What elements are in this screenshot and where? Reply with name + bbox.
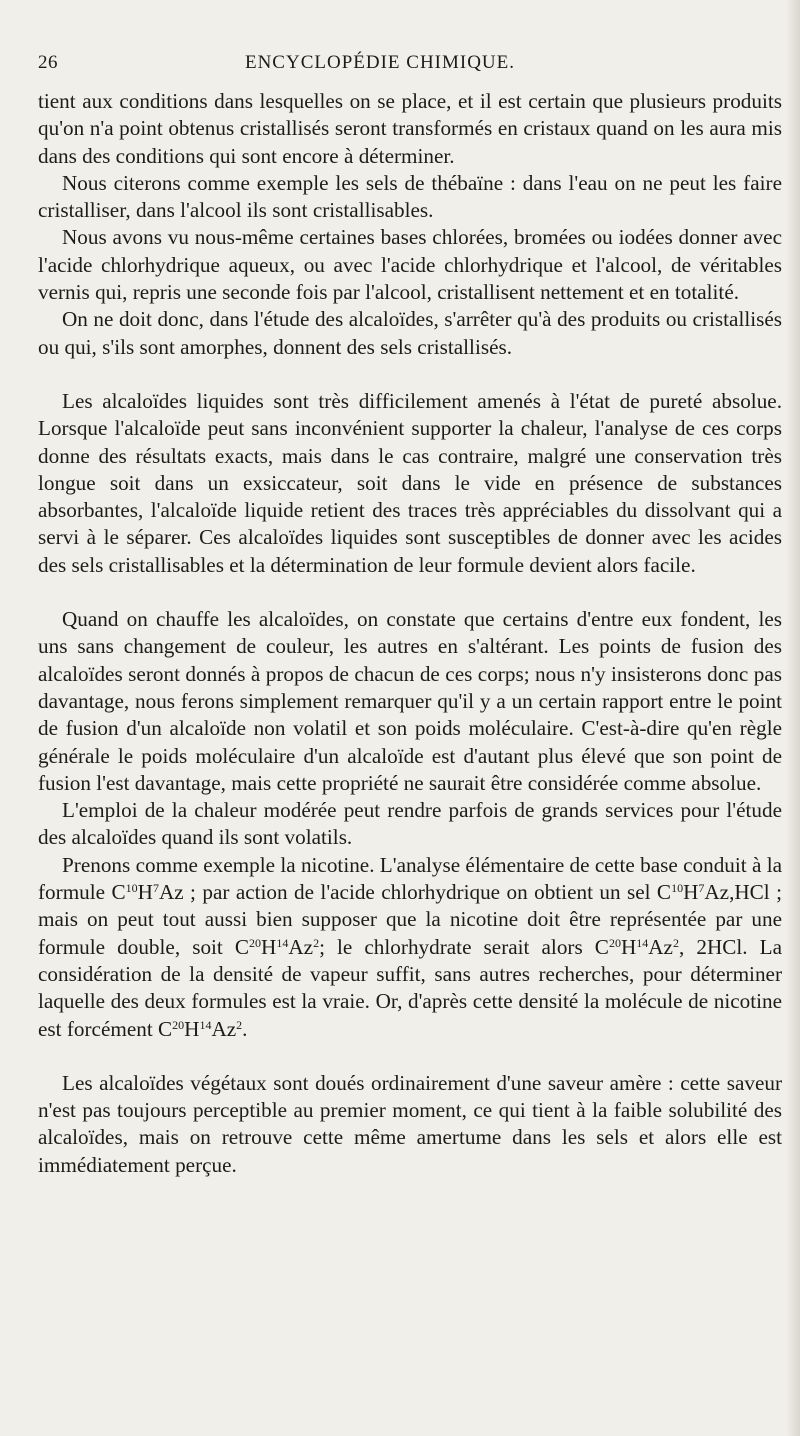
formula-subscript: 20: [249, 935, 262, 950]
paragraph-6: Quand on chauffe les alcaloïdes, on constate que certains d'entre eux fondent, les uns sans changement de couleur, les autres en s'altérant. Les points de fusion des alcaloïdes seront donnés à propos de chacun de ces corps; nous n'y insisterons donc pas davantage, nous ferons simplement remarquer qu'il y a un certain rapport entre le point de fusion d'un alcaloïde non volatil et son poids moléculaire. C'est-à-dire qu'en règle générale le poids moléculaire d'un alcaloïde est d'autant plus élevé que son point de fusion l'est davantage, mais cette propriété ne saurait être considérée comme absolue.: [38, 607, 782, 795]
page-number: 26: [38, 52, 58, 73]
text-run: Prenons comme exemple la nicotine. L'analyse élémentaire de cette base conduit à la formule C: [38, 852, 782, 905]
text-run: H: [137, 880, 153, 905]
formula-subscript: 2: [236, 1017, 243, 1032]
paragraph-gap: [38, 579, 782, 606]
paragraph-8: [38, 852, 782, 1043]
page-header: [38, 52, 782, 74]
text-run: Az: [288, 934, 314, 959]
paragraph-4: On ne doit donc, dans l'étude des alcaloïdes, s'arrêter qu'à des produits ou cristallisés ou qui, s'ils sont amorphes, donnent des sels cristallisés.: [38, 307, 782, 359]
paragraph-5: Les alcaloïdes liquides sont très difficilement amenés à l'état de pureté absolue. Lorsque l'alcaloïde peut sans inconvénient supporter la chaleur, l'analyse de ces corps donne des résultats exacts, mais dans le cas contraire, malgré une conservation très longue soit dans un exsiccateur, soit dans le vide en présence de substances absorbantes, l'alcaloïde liquide retient des traces très appréciables du dissolvant qui a servi à le séparer. Ces alcaloïdes liquides sont susceptibles de donner avec les acides des sels cristallisables et la détermination de leur formule devient alors facile.: [38, 388, 782, 577]
paragraph-2: Nous citerons comme exemple les sels de thébaïne : dans l'eau on ne peut les faire cristalliser, dans l'alcool ils sont cristallisables.: [38, 170, 782, 223]
paragraph-3: Nous avons vu nous-même certaines bases chlorées, bromées ou iodées donner avec l'acide chlorhydrique aqueux, ou avec l'acide chlorhydrique et l'alcool, de véritables vernis qui, repris une seconde fois par l'alcool, cristallisent nettement et en totalité.: [38, 225, 782, 305]
formula-subscript: 14: [636, 935, 649, 950]
page-edge-shadow: [786, 0, 800, 1436]
formula-subscript: 2: [313, 935, 320, 950]
paragraph-gap: [38, 361, 782, 388]
text-run: ; le chlorhydrate serait alors C: [319, 934, 609, 959]
paragraph-9: Les alcaloïdes végétaux sont doués ordinairement d'une saveur amère : cette saveur n'est pas toujours perceptible au premier moment, ce qui tient à la faible solubilité des alcaloïdes, mais on retrouve cette même amertume dans les sels et alors elle est immédiatement perçue.: [38, 1070, 782, 1177]
text-run: H: [620, 934, 637, 959]
text-run: H: [683, 880, 699, 905]
formula-subscript: 2: [672, 935, 679, 950]
formula-subscript: 14: [199, 1017, 212, 1032]
formula-subscript: 10: [671, 881, 684, 896]
formula-subscript: 10: [125, 881, 138, 896]
formula-subscript: 20: [608, 935, 621, 950]
paragraph-1: tient aux conditions dans lesquelles on se place, et il est certain que plusieurs produits qu'on n'a point obtenus cristallisés seront transformés en cristaux quand on les aura mis dans des conditions qui sont encore à déterminer.: [38, 89, 782, 168]
text-run: Az: [211, 1016, 237, 1041]
text-run: Az: [648, 934, 673, 959]
text-run: Az ; par action de l'acide chlorhydrique on obtient un sel C: [158, 880, 672, 905]
text-run: .: [242, 1016, 248, 1041]
running-title: ENCYCLOPÉDIE CHIMIQUE.: [244, 52, 516, 73]
paragraph-gap: [38, 1043, 782, 1070]
text-run: H: [184, 1016, 200, 1041]
formula-subscript: 7: [698, 881, 705, 896]
formula-subscript: 20: [172, 1017, 185, 1032]
text-run: , 2HCl. La considération de la densité de vapeur suffit, sans autres recherches, pour déterminer laquelle des deux formules est la vraie. Or, d'après cette densité la molécule de nicotine est forcément C: [38, 934, 782, 1041]
book-page: [38, 52, 782, 1179]
body-text: [38, 88, 782, 1179]
text-run: H: [261, 934, 277, 959]
formula-subscript: 7: [152, 881, 159, 896]
formula-subscript: 14: [276, 935, 289, 950]
text-run: Az,HCl ; mais on peut tout aussi bien supposer que la nicotine doit être représentée par une formule double, soit C: [38, 880, 782, 959]
paragraph-7: L'emploi de la chaleur modérée peut rendre parfois de grands services pour l'étude des alcaloïdes quand ils sont volatils.: [38, 798, 782, 850]
